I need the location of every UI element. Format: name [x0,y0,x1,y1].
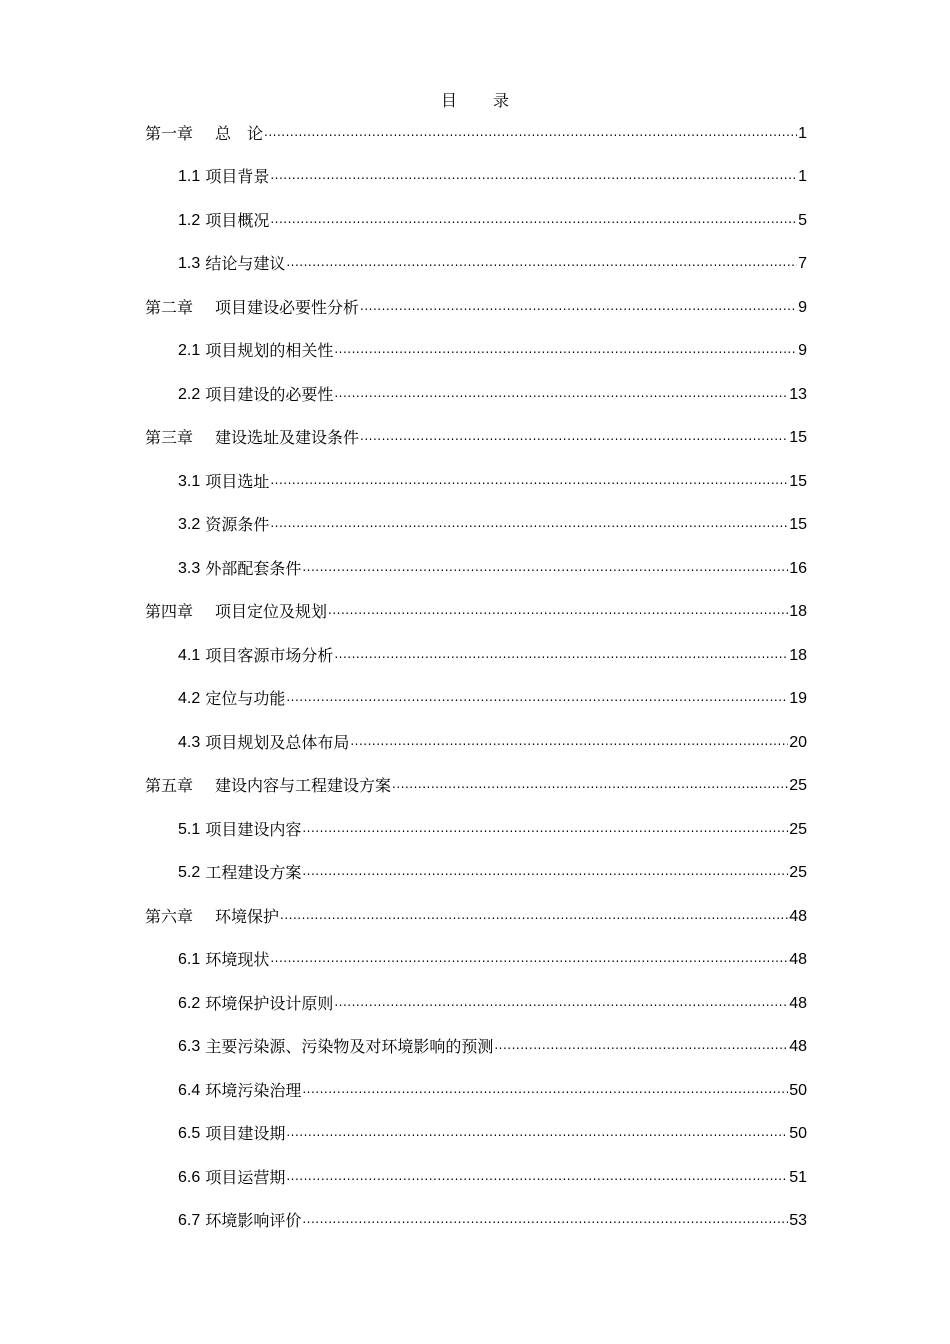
toc-entry-title: 项目规划及总体布局 [205,732,350,752]
toc-page-number: 1 [798,168,807,186]
toc-dot-leader [264,123,797,145]
toc-dot-leader [360,427,788,449]
toc-page-number: 48 [789,994,807,1012]
toc-dot-leader [328,601,788,623]
toc-dot-leader [270,514,788,536]
toc-dot-leader [286,1123,788,1145]
toc-dot-leader [494,1036,788,1058]
toc-section-number: 2.2 [178,385,201,403]
toc-entry-title: 项目规划的相关性 [205,341,334,361]
toc-page-number: 25 [789,864,807,882]
toc-section-number: 6.1 [178,951,201,969]
toc-page-number: 18 [789,603,807,621]
toc-page-number: 20 [789,733,807,751]
toc-page-number: 18 [789,646,807,664]
toc-entry-title: 项目建设的必要性 [205,384,334,404]
toc-entry-title: 项目定位及规划 [215,602,328,622]
toc-page-number: 48 [789,907,807,925]
toc-chapter-entry[interactable] [145,112,807,156]
toc-section-entry[interactable] [145,460,807,504]
toc-section-number: 4.2 [178,690,201,708]
toc-entry-title: 定位与功能 [205,689,286,709]
toc-page-number: 16 [789,559,807,577]
toc-dot-leader [280,906,788,928]
toc-dot-leader [302,862,788,884]
toc-section-entry[interactable] [145,504,807,548]
toc-heading-left: 目 [440,91,457,110]
toc-page-number: 25 [789,777,807,795]
toc-page-number: 53 [789,1212,807,1230]
toc-chapter-entry[interactable] [145,417,807,461]
toc-dot-leader [286,253,797,275]
toc-section-entry[interactable] [145,939,807,983]
toc-entry-title: 主要污染源、污染物及对环境影响的预测 [205,1037,494,1057]
toc-entry-title: 环境保护 [215,906,280,926]
toc-section-number: 5.1 [178,820,201,838]
toc-dot-leader [270,210,797,232]
toc-section-entry[interactable] [145,1200,807,1244]
toc-dot-leader [302,1080,788,1102]
toc-entry-title: 项目背景 [205,167,270,187]
toc-entry-title: 建设选址及建设条件 [215,428,360,448]
toc-page-number: 1 [798,124,807,142]
toc-section-number: 6.5 [178,1125,201,1143]
toc-section-entry[interactable] [145,1026,807,1070]
toc-section-entry[interactable] [145,547,807,591]
toc-page-number: 7 [798,255,807,273]
toc-chapter-label: 第四章 [145,602,194,622]
toc-dot-leader [302,819,788,841]
toc-entry-title: 环境影响评价 [205,1211,302,1231]
toc-section-entry[interactable] [145,330,807,374]
toc-page-number: 15 [789,516,807,534]
toc-section-entry[interactable] [145,1069,807,1113]
toc-dot-leader [270,949,788,971]
toc-entry-title: 总 论 [215,123,264,143]
toc-section-entry[interactable] [145,1113,807,1157]
toc-entry-title: 项目建设必要性分析 [215,297,360,317]
toc-page-number: 48 [789,1038,807,1056]
toc-entry-title: 项目运营期 [205,1167,286,1187]
toc-section-number: 3.1 [178,472,201,490]
toc-section-number: 3.2 [178,516,201,534]
toc-section-number: 2.1 [178,342,201,360]
toc-dot-leader [286,1167,788,1189]
toc-entry-title: 项目选址 [205,471,270,491]
toc-chapter-entry[interactable] [145,591,807,635]
toc-dot-leader [334,993,788,1015]
toc-section-number: 4.1 [178,646,201,664]
toc-section-number: 6.2 [178,994,201,1012]
toc-entry-title: 项目建设期 [205,1124,286,1144]
toc-chapter-label: 第六章 [145,906,194,926]
toc-dot-leader [392,775,788,797]
toc-entry-title: 环境现状 [205,950,270,970]
toc-chapter-label: 第三章 [145,428,194,448]
toc-section-number: 3.3 [178,559,201,577]
toc-entry-title: 结论与建议 [205,254,286,274]
toc-page-number: 15 [789,472,807,490]
toc-entry-title: 环境保护设计原则 [205,993,334,1013]
toc-section-entry[interactable] [145,199,807,243]
toc-entry-title: 项目建设内容 [205,819,302,839]
toc-section-entry[interactable] [145,1156,807,1200]
toc-section-entry[interactable] [145,373,807,417]
toc-page-number: 50 [789,1125,807,1143]
toc-dot-leader [334,340,797,362]
toc-dot-leader [350,732,788,754]
toc-chapter-label: 第二章 [145,297,194,317]
toc-section-entry[interactable] [145,852,807,896]
toc-section-entry[interactable] [145,721,807,765]
toc-entry-title: 工程建设方案 [205,863,302,883]
toc-page-number: 19 [789,690,807,708]
toc-page-number: 9 [798,342,807,360]
toc-section-entry[interactable] [145,982,807,1026]
toc-chapter-label: 第一章 [145,123,194,143]
toc-page-number: 9 [798,298,807,316]
toc-dot-leader [302,558,788,580]
toc-page-number: 48 [789,951,807,969]
toc-page-number: 51 [789,1168,807,1186]
toc-section-entry[interactable] [145,808,807,852]
toc-section-entry[interactable] [145,243,807,287]
toc-page-number: 25 [789,820,807,838]
toc-heading [0,90,950,112]
toc-page-number: 13 [789,385,807,403]
toc-section-number: 6.7 [178,1212,201,1230]
toc-section-number: 5.2 [178,864,201,882]
toc-chapter-label: 第五章 [145,776,194,796]
toc-section-number: 1.3 [178,255,201,273]
toc-entry-title: 资源条件 [205,515,270,535]
toc-chapter-entry[interactable] [145,286,807,330]
toc-section-entry[interactable] [145,678,807,722]
toc-section-number: 6.3 [178,1038,201,1056]
toc-chapter-entry[interactable] [145,895,807,939]
toc-dot-leader [302,1210,788,1232]
toc-page-number: 50 [789,1081,807,1099]
toc-section-number: 1.1 [178,168,201,186]
toc-page-number: 15 [789,429,807,447]
toc-entry-title: 外部配套条件 [205,558,302,578]
toc-page-number: 5 [798,211,807,229]
toc-entry-title: 项目概况 [205,210,270,230]
toc-section-number: 6.4 [178,1081,201,1099]
toc-entry-title: 建设内容与工程建设方案 [215,776,392,796]
toc-chapter-entry[interactable] [145,765,807,809]
toc-heading-right: 录 [493,91,510,110]
toc-section-number: 6.6 [178,1168,201,1186]
toc-entry-title: 环境污染治理 [205,1080,302,1100]
toc-section-number: 1.2 [178,211,201,229]
toc-section-entry[interactable] [145,156,807,200]
toc-dot-leader [334,645,788,667]
toc-dot-leader [270,166,797,188]
toc-dot-leader [286,688,788,710]
toc-section-entry[interactable] [145,634,807,678]
toc-entry-title: 项目客源市场分析 [205,645,334,665]
toc-section-number: 4.3 [178,733,201,751]
toc-dot-leader [270,471,788,493]
table-of-contents [145,112,807,1243]
toc-dot-leader [360,297,797,319]
toc-dot-leader [334,384,788,406]
